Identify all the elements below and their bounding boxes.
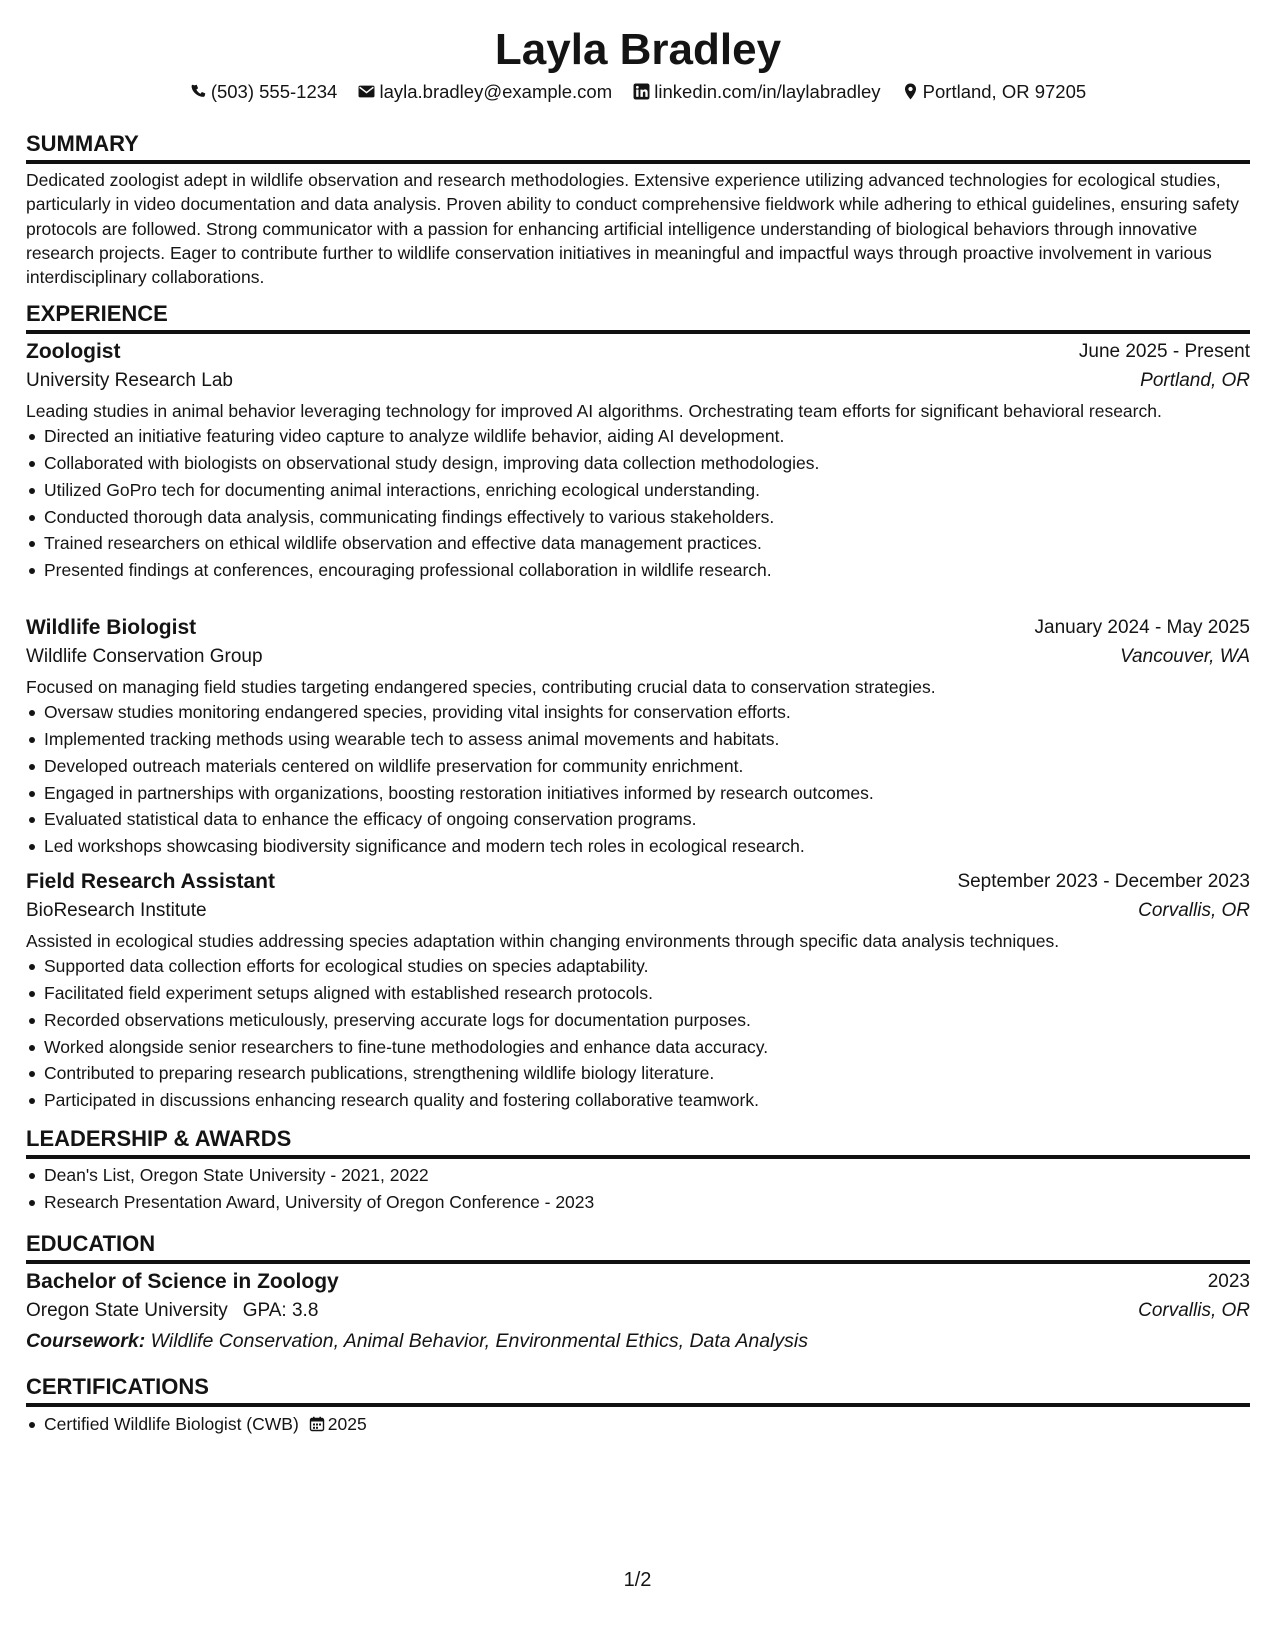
summary-text: Dedicated zoologist adept in wildlife observation and research methodologies. Extensive experience utilizing advanced technologies for ecological studies, particularly in video documentation and data analysis. Proven ability to conduct comprehensive fieldwork while adhering to ethical guidelines, ensuring safety protocols are followed. Strong communicator with a passion for enhancing artificial intelligence understanding of biological behaviors through innovative research projects. Eager to contribute further to wildlife conservation initiatives in meaningful and impactful ways through proactive involvement in various interdisciplinary collaborations. <box>26 170 1240 288</box>
job-dates: January 2024 - May 2025 <box>1034 617 1250 638</box>
list-item: Presented findings at conferences, encouraging professional collaboration in wildlife research. <box>44 557 1250 584</box>
school-location: Corvallis, OR <box>1138 1300 1250 1321</box>
contact-location <box>902 79 1087 105</box>
job-bullets <box>26 953 1250 1114</box>
contact-email[interactable] <box>358 79 612 105</box>
job-entry <box>26 868 1250 1114</box>
candidate-name: Layla Bradley <box>494 25 782 74</box>
job-title: Wildlife Biologist <box>26 616 197 639</box>
job-dates: September 2023 - December 2023 <box>957 871 1250 892</box>
graduation-year: 2023 <box>1207 1271 1250 1292</box>
job-organization: University Research Lab <box>26 370 233 391</box>
list-item: Worked alongside senior researchers to fine-tune methodologies and enhance data accuracy. <box>44 1034 1250 1061</box>
list-item: Research Presentation Award, University of Oregon Conference - 2023 <box>44 1189 1250 1216</box>
list-item: Dean's List, Oregon State University - 2021, 2022 <box>44 1162 1250 1189</box>
job-location: Portland, OR <box>1140 370 1250 391</box>
page-number: 1/2 <box>623 1569 652 1591</box>
experience-section <box>26 300 1250 334</box>
map-pin-icon <box>902 83 919 100</box>
list-item: Recorded observations meticulously, preserving accurate logs for documentation purposes. <box>44 1007 1250 1034</box>
list-item: Led workshops showcasing biodiversity significance and modern tech roles in ecological research. <box>44 833 1250 860</box>
job-entry <box>26 614 1250 860</box>
school-name: Oregon State University <box>26 1300 228 1321</box>
location-text: Portland, OR 97205 <box>922 81 1087 102</box>
education-section <box>26 1230 1250 1356</box>
section-title-certifications: CERTIFICATIONS <box>26 1373 1250 1407</box>
job-bullets <box>26 423 1250 584</box>
job-organization: BioResearch Institute <box>26 900 207 921</box>
list-item: Directed an initiative featuring video capture to analyze wildlife behavior, aiding AI development. <box>44 423 1250 450</box>
list-item: Engaged in partnerships with organizations, boosting restoration initiatives informed by research outcomes. <box>44 780 1250 807</box>
contact-phone <box>190 79 338 105</box>
list-item: Conducted thorough data analysis, communicating findings effectively to various stakeholders. <box>44 504 1250 531</box>
linkedin-icon <box>633 83 650 100</box>
summary-section <box>26 130 1250 289</box>
list-item: Implemented tracking methods using wearable tech to assess animal movements and habitats. <box>44 726 1250 753</box>
certifications-list <box>26 1411 1250 1438</box>
section-title-leadership: LEADERSHIP & AWARDS <box>26 1125 1250 1159</box>
certification-name: Certified Wildlife Biologist (CWB) <box>44 1414 299 1434</box>
leadership-section <box>26 1125 1250 1216</box>
coursework-text: Wildlife Conservation, Animal Behavior, Environmental Ethics, Data Analysis <box>150 1330 808 1352</box>
list-item: Contributed to preparing research publications, strengthening wildlife biology literature. <box>44 1060 1250 1087</box>
list-item: Oversaw studies monitoring endangered species, providing vital insights for conservation efforts. <box>44 699 1250 726</box>
linkedin-link[interactable]: linkedin.com/in/laylabradley <box>654 81 881 102</box>
phone-text: (503) 555-1234 <box>210 81 338 102</box>
list-item: Trained researchers on ethical wildlife observation and effective data management practices. <box>44 530 1250 557</box>
section-title-summary: SUMMARY <box>26 130 1250 164</box>
job-title: Zoologist <box>26 340 121 363</box>
school-line <box>26 1296 318 1326</box>
job-dates: June 2025 - Present <box>1078 341 1250 362</box>
list-item: Supported data collection efforts for ecological studies on species adaptability. <box>44 953 1250 980</box>
list-item: Participated in discussions enhancing research quality and fostering collaborative teamwork. <box>44 1087 1250 1114</box>
list-item: Collaborated with biologists on observational study design, improving data collection methodologies. <box>44 450 1250 477</box>
job-organization: Wildlife Conservation Group <box>26 646 263 667</box>
certification-year: 2025 <box>327 1414 367 1434</box>
job-entry <box>26 338 1250 584</box>
list-item: Facilitated field experiment setups aligned with established research protocols. <box>44 980 1250 1007</box>
gpa: GPA: 3.8 <box>242 1300 319 1321</box>
awards-list <box>26 1162 1250 1216</box>
certifications-section <box>26 1373 1250 1438</box>
list-item: Utilized GoPro tech for documenting animal interactions, enriching ecological understanding. <box>44 477 1250 504</box>
email-link[interactable]: layla.bradley@example.com <box>379 81 613 102</box>
coursework-label: Coursework: <box>26 1330 146 1352</box>
phone-icon <box>190 83 207 100</box>
job-location: Vancouver, WA <box>1120 646 1250 667</box>
job-description: Focused on managing field studies targeting endangered species, contributing crucial data to conservation strategies. <box>26 677 936 697</box>
job-description: Leading studies in animal behavior leveraging technology for improved AI algorithms. Orchestrating team efforts for significant behavioral research. <box>26 401 1162 421</box>
section-title-experience: EXPERIENCE <box>26 300 1250 334</box>
degree-title: Bachelor of Science in Zoology <box>26 1270 339 1293</box>
list-item: Developed outreach materials centered on wildlife preservation for community enrichment. <box>44 753 1250 780</box>
job-title: Field Research Assistant <box>26 870 275 893</box>
calendar-icon <box>309 1416 325 1432</box>
section-title-education: EDUCATION <box>26 1230 1250 1264</box>
list-item: Evaluated statistical data to enhance the efficacy of ongoing conservation programs. <box>44 806 1250 833</box>
envelope-icon <box>358 83 375 100</box>
contact-linkedin[interactable] <box>633 79 880 105</box>
coursework-line <box>26 1326 1250 1356</box>
job-bullets <box>26 699 1250 860</box>
contact-bar <box>26 79 1250 105</box>
job-description: Assisted in ecological studies addressing species adaptation within changing environments through specific data analysis techniques. <box>26 931 1060 951</box>
list-item <box>44 1411 1250 1438</box>
job-location: Corvallis, OR <box>1138 900 1250 921</box>
